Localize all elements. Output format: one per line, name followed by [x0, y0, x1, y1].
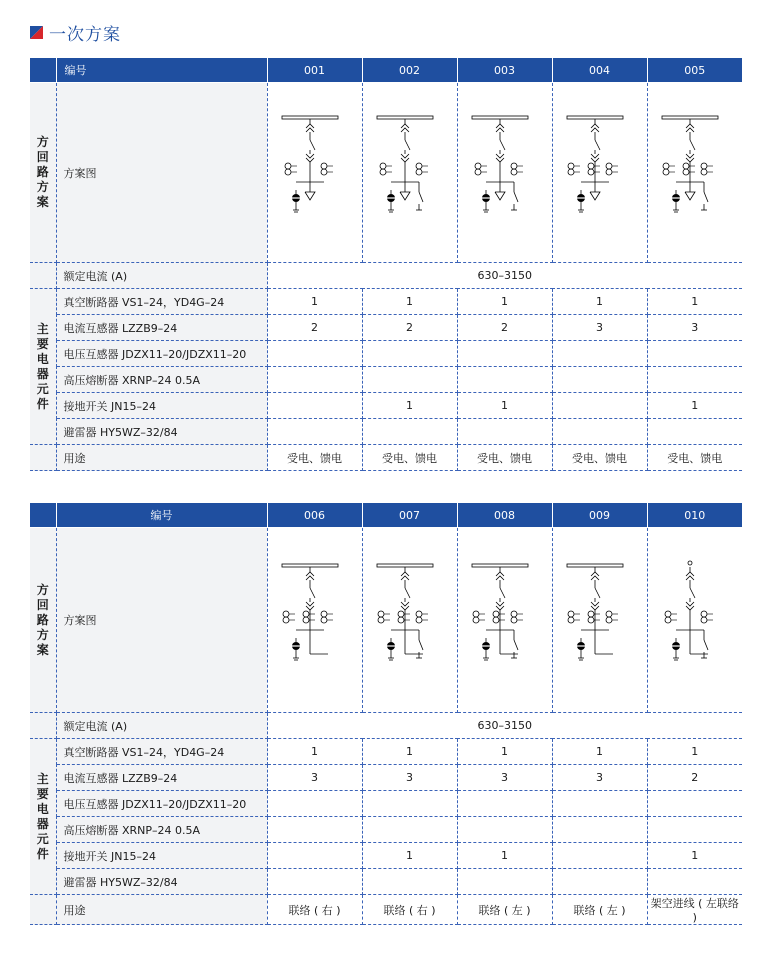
ct-coil-icon: [473, 611, 479, 617]
busbar-icon: [472, 116, 528, 119]
contact-icon: [496, 602, 504, 606]
ct-coil-icon: [321, 169, 327, 175]
cell-vt: [362, 791, 457, 817]
cell-vt: [457, 791, 552, 817]
breaker-icon: [310, 588, 315, 598]
row-label-breaker: 真空断路器 VS1–24，YD4G–24: [56, 289, 267, 315]
row-label-arrester: 避雷器 HY5WZ–32/84: [56, 419, 267, 445]
corner-cell: [30, 58, 56, 83]
contact-icon: [306, 606, 314, 610]
cell-vt: [552, 791, 647, 817]
contact-icon: [591, 128, 599, 132]
row-label-fuse: 高压熔断器 XRNP–24 0.5A: [56, 817, 267, 843]
row-label-breaker: 真空断路器 VS1–24，YD4G–24: [56, 739, 267, 765]
row-label-usage: 用途: [56, 895, 267, 925]
contact-icon: [686, 576, 694, 580]
circuit-diagram: [267, 528, 362, 713]
circuit-diagram: [457, 528, 552, 713]
cell-earth-switch: 1: [362, 843, 457, 869]
cell-usage: 受电、馈电: [647, 445, 742, 471]
ct-coil-icon: [606, 611, 612, 617]
row-label-ct: 电流互感器 LZZB9–24: [56, 765, 267, 791]
ct-coil-icon: [493, 611, 499, 617]
ct-coil-icon: [511, 169, 517, 175]
cell-arrester: [267, 869, 362, 895]
ct-coil-icon: [665, 611, 671, 617]
circuit-diagram: [552, 528, 647, 713]
earth-switch-icon: [514, 640, 518, 650]
ct-coil-icon: [606, 163, 612, 169]
cell-ct: 2: [362, 315, 457, 341]
contact-icon: [686, 124, 694, 128]
cell-vt: [552, 341, 647, 367]
earth-switch-icon: [514, 192, 518, 202]
busbar-icon: [377, 116, 433, 119]
row-label-rated-current: 额定电流 (A): [56, 263, 267, 289]
cell-ct: 3: [647, 315, 742, 341]
scheme-table: [30, 58, 742, 471]
scheme-code: 003: [457, 58, 552, 83]
ct-coil-icon: [303, 617, 309, 623]
cell-fuse: [457, 817, 552, 843]
group-circuit-label: 方 回 路 方 案: [30, 528, 56, 713]
ct-coil-icon: [588, 163, 594, 169]
scheme-code: 007: [362, 503, 457, 528]
cell-arrester: [552, 419, 647, 445]
cell-earth-switch: [552, 843, 647, 869]
cell-fuse: [267, 367, 362, 393]
cable-terminal-icon: [685, 192, 695, 200]
contact-icon: [496, 124, 504, 128]
cell-vt: [267, 341, 362, 367]
busbar-icon: [377, 564, 433, 567]
scheme-code: 001: [267, 58, 362, 83]
cable-terminal-icon: [305, 192, 315, 200]
busbar-icon: [662, 116, 718, 119]
cell-usage: 受电、馈电: [457, 445, 552, 471]
ct-coil-icon: [511, 617, 517, 623]
cell-earth-switch: 1: [457, 393, 552, 419]
cell-ct: 2: [647, 765, 742, 791]
scheme-code: 008: [457, 503, 552, 528]
ct-coil-icon: [511, 163, 517, 169]
breaker-icon: [690, 140, 695, 150]
rated-current-value: 630–3150: [267, 263, 742, 289]
contact-icon: [496, 576, 504, 580]
contact-icon: [591, 576, 599, 580]
circuit-diagram: [647, 528, 742, 713]
cell-ct: 2: [457, 315, 552, 341]
ct-coil-icon: [398, 617, 404, 623]
group-circuit-label: 方 回 路 方 案: [30, 83, 56, 263]
cell-fuse: [552, 817, 647, 843]
contact-icon: [401, 128, 409, 132]
contact-icon: [306, 154, 314, 158]
cell-vt: [267, 791, 362, 817]
earth-switch-icon: [704, 640, 708, 650]
ct-coil-icon: [701, 617, 707, 623]
ct-coil-icon: [665, 617, 671, 623]
circuit-diagram: [647, 83, 742, 263]
contact-icon: [306, 572, 314, 576]
overhead-entry-icon: [688, 561, 692, 565]
contact-icon: [686, 154, 694, 158]
cell-vt: [647, 791, 742, 817]
cell-arrester: [647, 419, 742, 445]
circuit-diagram: [362, 528, 457, 713]
cell-usage: 联络 ( 左 ): [457, 895, 552, 925]
cell-breaker: 1: [457, 289, 552, 315]
cell-ct: 3: [552, 765, 647, 791]
ct-coil-icon: [663, 169, 669, 175]
row-label-diagram: 方案图: [56, 528, 267, 713]
cell-earth-switch: [267, 843, 362, 869]
ct-coil-icon: [588, 611, 594, 617]
contact-icon: [686, 158, 694, 162]
ct-coil-icon: [380, 163, 386, 169]
group-components-label: 主 要 电 器 元 件: [30, 289, 56, 445]
cell-fuse: [647, 817, 742, 843]
circuit-diagram: [552, 83, 647, 263]
cell-fuse: [267, 817, 362, 843]
contact-icon: [496, 572, 504, 576]
corner-cell: [30, 503, 56, 528]
busbar-icon: [282, 564, 338, 567]
circuit-diagram: [362, 83, 457, 263]
contact-icon: [306, 602, 314, 606]
ct-coil-icon: [683, 163, 689, 169]
contact-icon: [306, 124, 314, 128]
cell-usage: 联络 ( 右 ): [267, 895, 362, 925]
contact-icon: [401, 154, 409, 158]
contact-icon: [401, 158, 409, 162]
cell-breaker: 1: [647, 289, 742, 315]
cable-terminal-icon: [590, 192, 600, 200]
ct-coil-icon: [283, 611, 289, 617]
cell-fuse: [362, 367, 457, 393]
ct-coil-icon: [606, 169, 612, 175]
ct-coil-icon: [568, 617, 574, 623]
earth-switch-icon: [704, 192, 708, 202]
header-label: 编号: [56, 58, 267, 83]
cell-usage: 受电、馈电: [362, 445, 457, 471]
ct-coil-icon: [303, 611, 309, 617]
contact-icon: [686, 128, 694, 132]
cell-arrester: [362, 419, 457, 445]
cell-breaker: 1: [457, 739, 552, 765]
ct-coil-icon: [416, 611, 422, 617]
contact-icon: [401, 576, 409, 580]
cell-fuse: [457, 367, 552, 393]
circuit-diagram: [267, 83, 362, 263]
cell-usage: 架空进线 ( 左联络 ): [647, 895, 742, 925]
cell-arrester: [457, 419, 552, 445]
cell-fuse: [552, 367, 647, 393]
cell-earth-switch: 1: [362, 393, 457, 419]
contact-icon: [496, 154, 504, 158]
cell-ct: 3: [552, 315, 647, 341]
cell-ct: 2: [267, 315, 362, 341]
breaker-icon: [405, 588, 410, 598]
ct-coil-icon: [283, 617, 289, 623]
row-label-arrester: 避雷器 HY5WZ–32/84: [56, 869, 267, 895]
ct-coil-icon: [493, 617, 499, 623]
cell-breaker: 1: [552, 739, 647, 765]
busbar-icon: [282, 116, 338, 119]
ct-coil-icon: [568, 611, 574, 617]
cable-terminal-icon: [400, 192, 410, 200]
ct-coil-icon: [588, 617, 594, 623]
ct-coil-icon: [321, 617, 327, 623]
row-label-earth-switch: 接地开关 JN15–24: [56, 843, 267, 869]
cell-usage: 联络 ( 左 ): [552, 895, 647, 925]
breaker-icon: [595, 140, 600, 150]
cell-earth-switch: [552, 393, 647, 419]
cell-vt: [457, 341, 552, 367]
cell-usage: 联络 ( 右 ): [362, 895, 457, 925]
cell-arrester: [457, 869, 552, 895]
ct-coil-icon: [683, 169, 689, 175]
cell-fuse: [362, 817, 457, 843]
contact-icon: [306, 128, 314, 132]
scheme-table: [30, 503, 742, 925]
circuit-diagram: [457, 83, 552, 263]
cell-earth-switch: 1: [647, 393, 742, 419]
ct-coil-icon: [568, 163, 574, 169]
ct-coil-icon: [416, 163, 422, 169]
scheme-code: 010: [647, 503, 742, 528]
cell-usage: 受电、馈电: [552, 445, 647, 471]
cell-ct: 3: [362, 765, 457, 791]
ct-coil-icon: [568, 169, 574, 175]
ct-coil-icon: [473, 617, 479, 623]
scheme-code: 005: [647, 58, 742, 83]
cell-arrester: [647, 869, 742, 895]
busbar-icon: [472, 564, 528, 567]
contact-icon: [401, 602, 409, 606]
contact-icon: [496, 158, 504, 162]
contact-icon: [401, 606, 409, 610]
cell-earth-switch: [267, 393, 362, 419]
cell-breaker: 1: [362, 739, 457, 765]
earth-switch-icon: [419, 192, 423, 202]
scheme-code: 002: [362, 58, 457, 83]
earth-switch-icon: [419, 640, 423, 650]
scheme-code: 004: [552, 58, 647, 83]
contact-icon: [591, 154, 599, 158]
row-label-diagram: 方案图: [56, 83, 267, 263]
contact-icon: [591, 158, 599, 162]
ct-coil-icon: [416, 617, 422, 623]
contact-icon: [306, 158, 314, 162]
brand-mark-icon: [30, 26, 43, 39]
cable-terminal-icon: [495, 192, 505, 200]
breaker-icon: [500, 588, 505, 598]
row-label-usage: 用途: [56, 445, 267, 471]
cell-arrester: [552, 869, 647, 895]
cell-arrester: [267, 419, 362, 445]
cell-usage: 受电、馈电: [267, 445, 362, 471]
row-label-vt: 电压互感器 JDZX11–20/JDZX11–20: [56, 791, 267, 817]
breaker-icon: [500, 140, 505, 150]
contact-icon: [591, 124, 599, 128]
ct-coil-icon: [701, 169, 707, 175]
cell-breaker: 1: [647, 739, 742, 765]
contact-icon: [686, 572, 694, 576]
contact-icon: [686, 602, 694, 606]
busbar-icon: [567, 564, 623, 567]
ct-coil-icon: [511, 611, 517, 617]
breaker-icon: [595, 588, 600, 598]
cell-vt: [647, 341, 742, 367]
ct-coil-icon: [701, 163, 707, 169]
ct-coil-icon: [285, 169, 291, 175]
row-label-ct: 电流互感器 LZZB9–24: [56, 315, 267, 341]
ct-coil-icon: [588, 169, 594, 175]
breaker-icon: [690, 588, 695, 598]
ct-coil-icon: [416, 169, 422, 175]
ct-coil-icon: [380, 169, 386, 175]
contact-icon: [401, 572, 409, 576]
ct-coil-icon: [378, 611, 384, 617]
row-label-rated-current: 额定电流 (A): [56, 713, 267, 739]
cell-breaker: 1: [267, 739, 362, 765]
row-label-fuse: 高压熔断器 XRNP–24 0.5A: [56, 367, 267, 393]
scheme-code: 009: [552, 503, 647, 528]
ct-coil-icon: [606, 617, 612, 623]
row-label-vt: 电压互感器 JDZX11–20/JDZX11–20: [56, 341, 267, 367]
cell-ct: 3: [267, 765, 362, 791]
ct-coil-icon: [378, 617, 384, 623]
ct-coil-icon: [398, 611, 404, 617]
ct-coil-icon: [321, 611, 327, 617]
cell-earth-switch: 1: [457, 843, 552, 869]
ct-coil-icon: [321, 163, 327, 169]
cell-breaker: 1: [362, 289, 457, 315]
contact-icon: [591, 606, 599, 610]
contact-icon: [496, 128, 504, 132]
page-header: [30, 20, 121, 44]
contact-icon: [496, 606, 504, 610]
cell-breaker: 1: [267, 289, 362, 315]
ct-coil-icon: [475, 163, 481, 169]
cell-fuse: [647, 367, 742, 393]
cell-ct: 3: [457, 765, 552, 791]
breaker-icon: [405, 140, 410, 150]
contact-icon: [591, 602, 599, 606]
group-components-label: 主 要 电 器 元 件: [30, 739, 56, 895]
cell-breaker: 1: [552, 289, 647, 315]
ct-coil-icon: [701, 611, 707, 617]
row-label-earth-switch: 接地开关 JN15–24: [56, 393, 267, 419]
contact-icon: [686, 606, 694, 610]
rated-current-value: 630–3150: [267, 713, 742, 739]
contact-icon: [401, 124, 409, 128]
page-title: 一次方案: [49, 24, 121, 45]
scheme-code: 006: [267, 503, 362, 528]
breaker-icon: [310, 140, 315, 150]
cell-vt: [362, 341, 457, 367]
cell-earth-switch: 1: [647, 843, 742, 869]
busbar-icon: [567, 116, 623, 119]
ct-coil-icon: [663, 163, 669, 169]
contact-icon: [306, 576, 314, 580]
contact-icon: [591, 572, 599, 576]
ct-coil-icon: [285, 163, 291, 169]
header-label: 编号: [56, 503, 267, 528]
ct-coil-icon: [475, 169, 481, 175]
cell-arrester: [362, 869, 457, 895]
